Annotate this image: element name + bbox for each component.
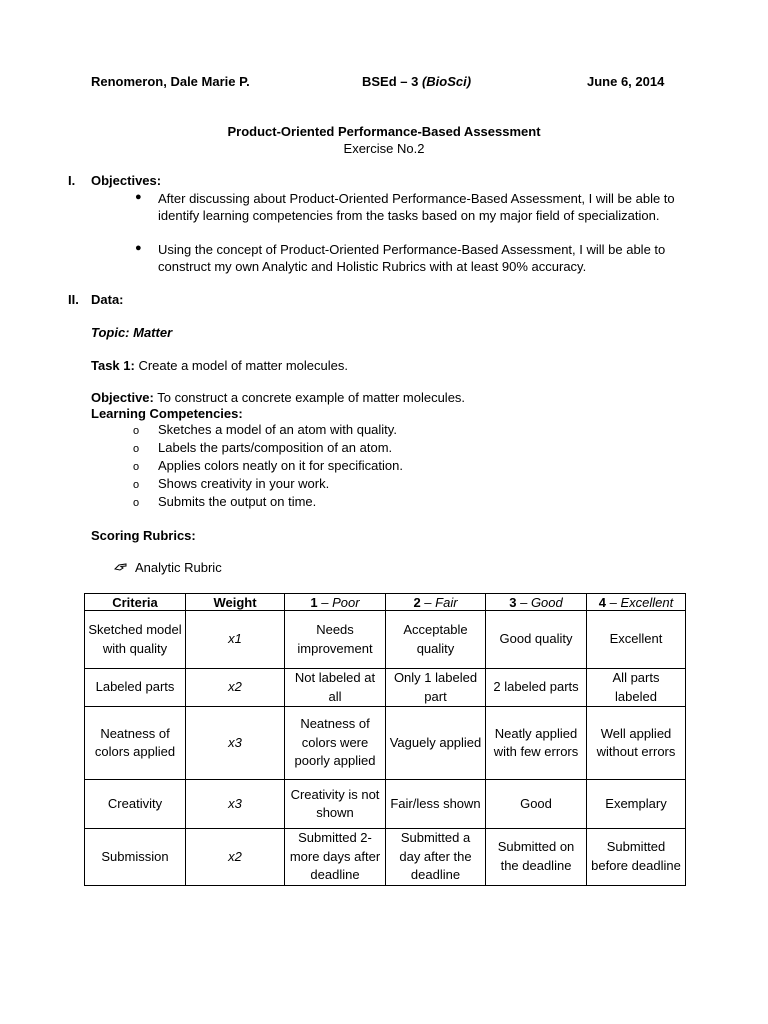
score-cell: Submitted before deadline bbox=[587, 829, 686, 886]
section1-numeral: I. bbox=[68, 173, 76, 188]
task-text: Create a model of matter molecules. bbox=[134, 358, 348, 373]
list-marker: o bbox=[133, 461, 140, 473]
section2-heading: Data: bbox=[91, 292, 124, 307]
author-name: Renomeron, Dale Marie P. bbox=[91, 74, 250, 89]
score-cell: Submitted on the deadline bbox=[486, 829, 587, 886]
bullet-icon: ● bbox=[135, 191, 142, 203]
score-cell: Good bbox=[486, 780, 587, 829]
section1-heading: Objectives: bbox=[91, 173, 162, 188]
header-score-2: 2 – Fair bbox=[386, 594, 486, 611]
criteria-cell: Creativity bbox=[85, 780, 186, 829]
weight-cell: x3 bbox=[186, 780, 285, 829]
criteria-cell: Neatness of colors applied bbox=[85, 707, 186, 780]
weight-cell: x3 bbox=[186, 707, 285, 780]
score-cell: All parts labeled bbox=[587, 669, 686, 707]
objective-line bbox=[91, 390, 465, 405]
list-marker: o bbox=[133, 479, 140, 491]
criteria-cell: Submission bbox=[85, 829, 186, 886]
rubric-type-label: Analytic Rubric bbox=[135, 560, 222, 575]
table-row bbox=[85, 780, 686, 829]
hand-pointer-icon bbox=[114, 560, 128, 575]
bullet-icon: ● bbox=[135, 242, 142, 254]
score-cell: Only 1 labeled part bbox=[386, 669, 486, 707]
score-cell: 2 labeled parts bbox=[486, 669, 587, 707]
weight-cell: x2 bbox=[186, 669, 285, 707]
weight-cell: x1 bbox=[186, 611, 285, 669]
document-date: June 6, 2014 bbox=[587, 74, 665, 89]
section2-numeral: II. bbox=[68, 292, 79, 307]
list-marker: o bbox=[133, 497, 140, 509]
topic-label: Topic: Matter bbox=[91, 325, 173, 340]
table-header-row bbox=[85, 594, 686, 611]
list-marker: o bbox=[133, 443, 140, 455]
objective-label: Objective: bbox=[91, 390, 154, 405]
competency-item: Applies colors neatly on it for specification. bbox=[158, 458, 403, 473]
objective-bullet-2: Using the concept of Product-Oriented Performance-Based Assessment, I will be able to construct my own Analytic and Holistic Rubrics with at least 90% accuracy. bbox=[158, 242, 666, 274]
table-row bbox=[85, 829, 686, 886]
competencies-heading: Learning Competencies: bbox=[91, 406, 243, 421]
task-label: Task 1: bbox=[91, 358, 135, 373]
competency-item: Sketches a model of an atom with quality. bbox=[158, 422, 397, 437]
score-cell: Neatly applied with few errors bbox=[486, 707, 587, 780]
score-cell: Needs improvement bbox=[285, 611, 386, 669]
competency-item: Labels the parts/composition of an atom. bbox=[158, 440, 393, 455]
task-line bbox=[91, 358, 348, 373]
score-cell: Vaguely applied bbox=[386, 707, 486, 780]
course-prefix: BSEd – 3 bbox=[362, 74, 422, 89]
score-cell: Exemplary bbox=[587, 780, 686, 829]
score-cell: Submitted a day after the deadline bbox=[386, 829, 486, 886]
competency-item: Shows creativity in your work. bbox=[158, 476, 330, 491]
header-score-3: 3 – Good bbox=[486, 594, 587, 611]
objective-bullet-1: After discussing about Product-Oriented Performance-Based Assessment, I will be able to identify learning competencies from the tasks based on my major field of specialization. bbox=[158, 191, 675, 223]
header-criteria: Criteria bbox=[85, 594, 186, 611]
score-cell: Submitted 2-more days after deadline bbox=[285, 829, 386, 886]
table-row bbox=[85, 669, 686, 707]
table-row bbox=[85, 707, 686, 780]
score-cell: Excellent bbox=[587, 611, 686, 669]
score-cell: Neatness of colors were poorly applied bbox=[285, 707, 386, 780]
score-cell: Not labeled at all bbox=[285, 669, 386, 707]
weight-cell: x2 bbox=[186, 829, 285, 886]
scoring-rubrics-heading: Scoring Rubrics: bbox=[91, 528, 196, 543]
score-cell: Creativity is not shown bbox=[285, 780, 386, 829]
score-cell: Good quality bbox=[486, 611, 587, 669]
header-score-1: 1 – Poor bbox=[285, 594, 386, 611]
header-score-4: 4 – Excellent bbox=[587, 594, 686, 611]
criteria-cell: Labeled parts bbox=[85, 669, 186, 707]
table-row bbox=[85, 611, 686, 669]
course-italic: (BioSci) bbox=[421, 74, 472, 89]
competency-item: Submits the output on time. bbox=[158, 494, 317, 509]
score-cell: Fair/less shown bbox=[386, 780, 486, 829]
document-title: Product-Oriented Performance-Based Assessment bbox=[227, 124, 541, 139]
score-cell: Well applied without errors bbox=[587, 707, 686, 780]
objective-text: To construct a concrete example of matter molecules. bbox=[153, 390, 466, 405]
criteria-cell: Sketched model with quality bbox=[85, 611, 186, 669]
course-label bbox=[362, 74, 471, 89]
document-subtitle: Exercise No.2 bbox=[343, 141, 425, 156]
list-marker: o bbox=[133, 425, 140, 437]
analytic-rubric-table bbox=[84, 593, 686, 886]
score-cell: Acceptable quality bbox=[386, 611, 486, 669]
header-weight: Weight bbox=[186, 594, 285, 611]
